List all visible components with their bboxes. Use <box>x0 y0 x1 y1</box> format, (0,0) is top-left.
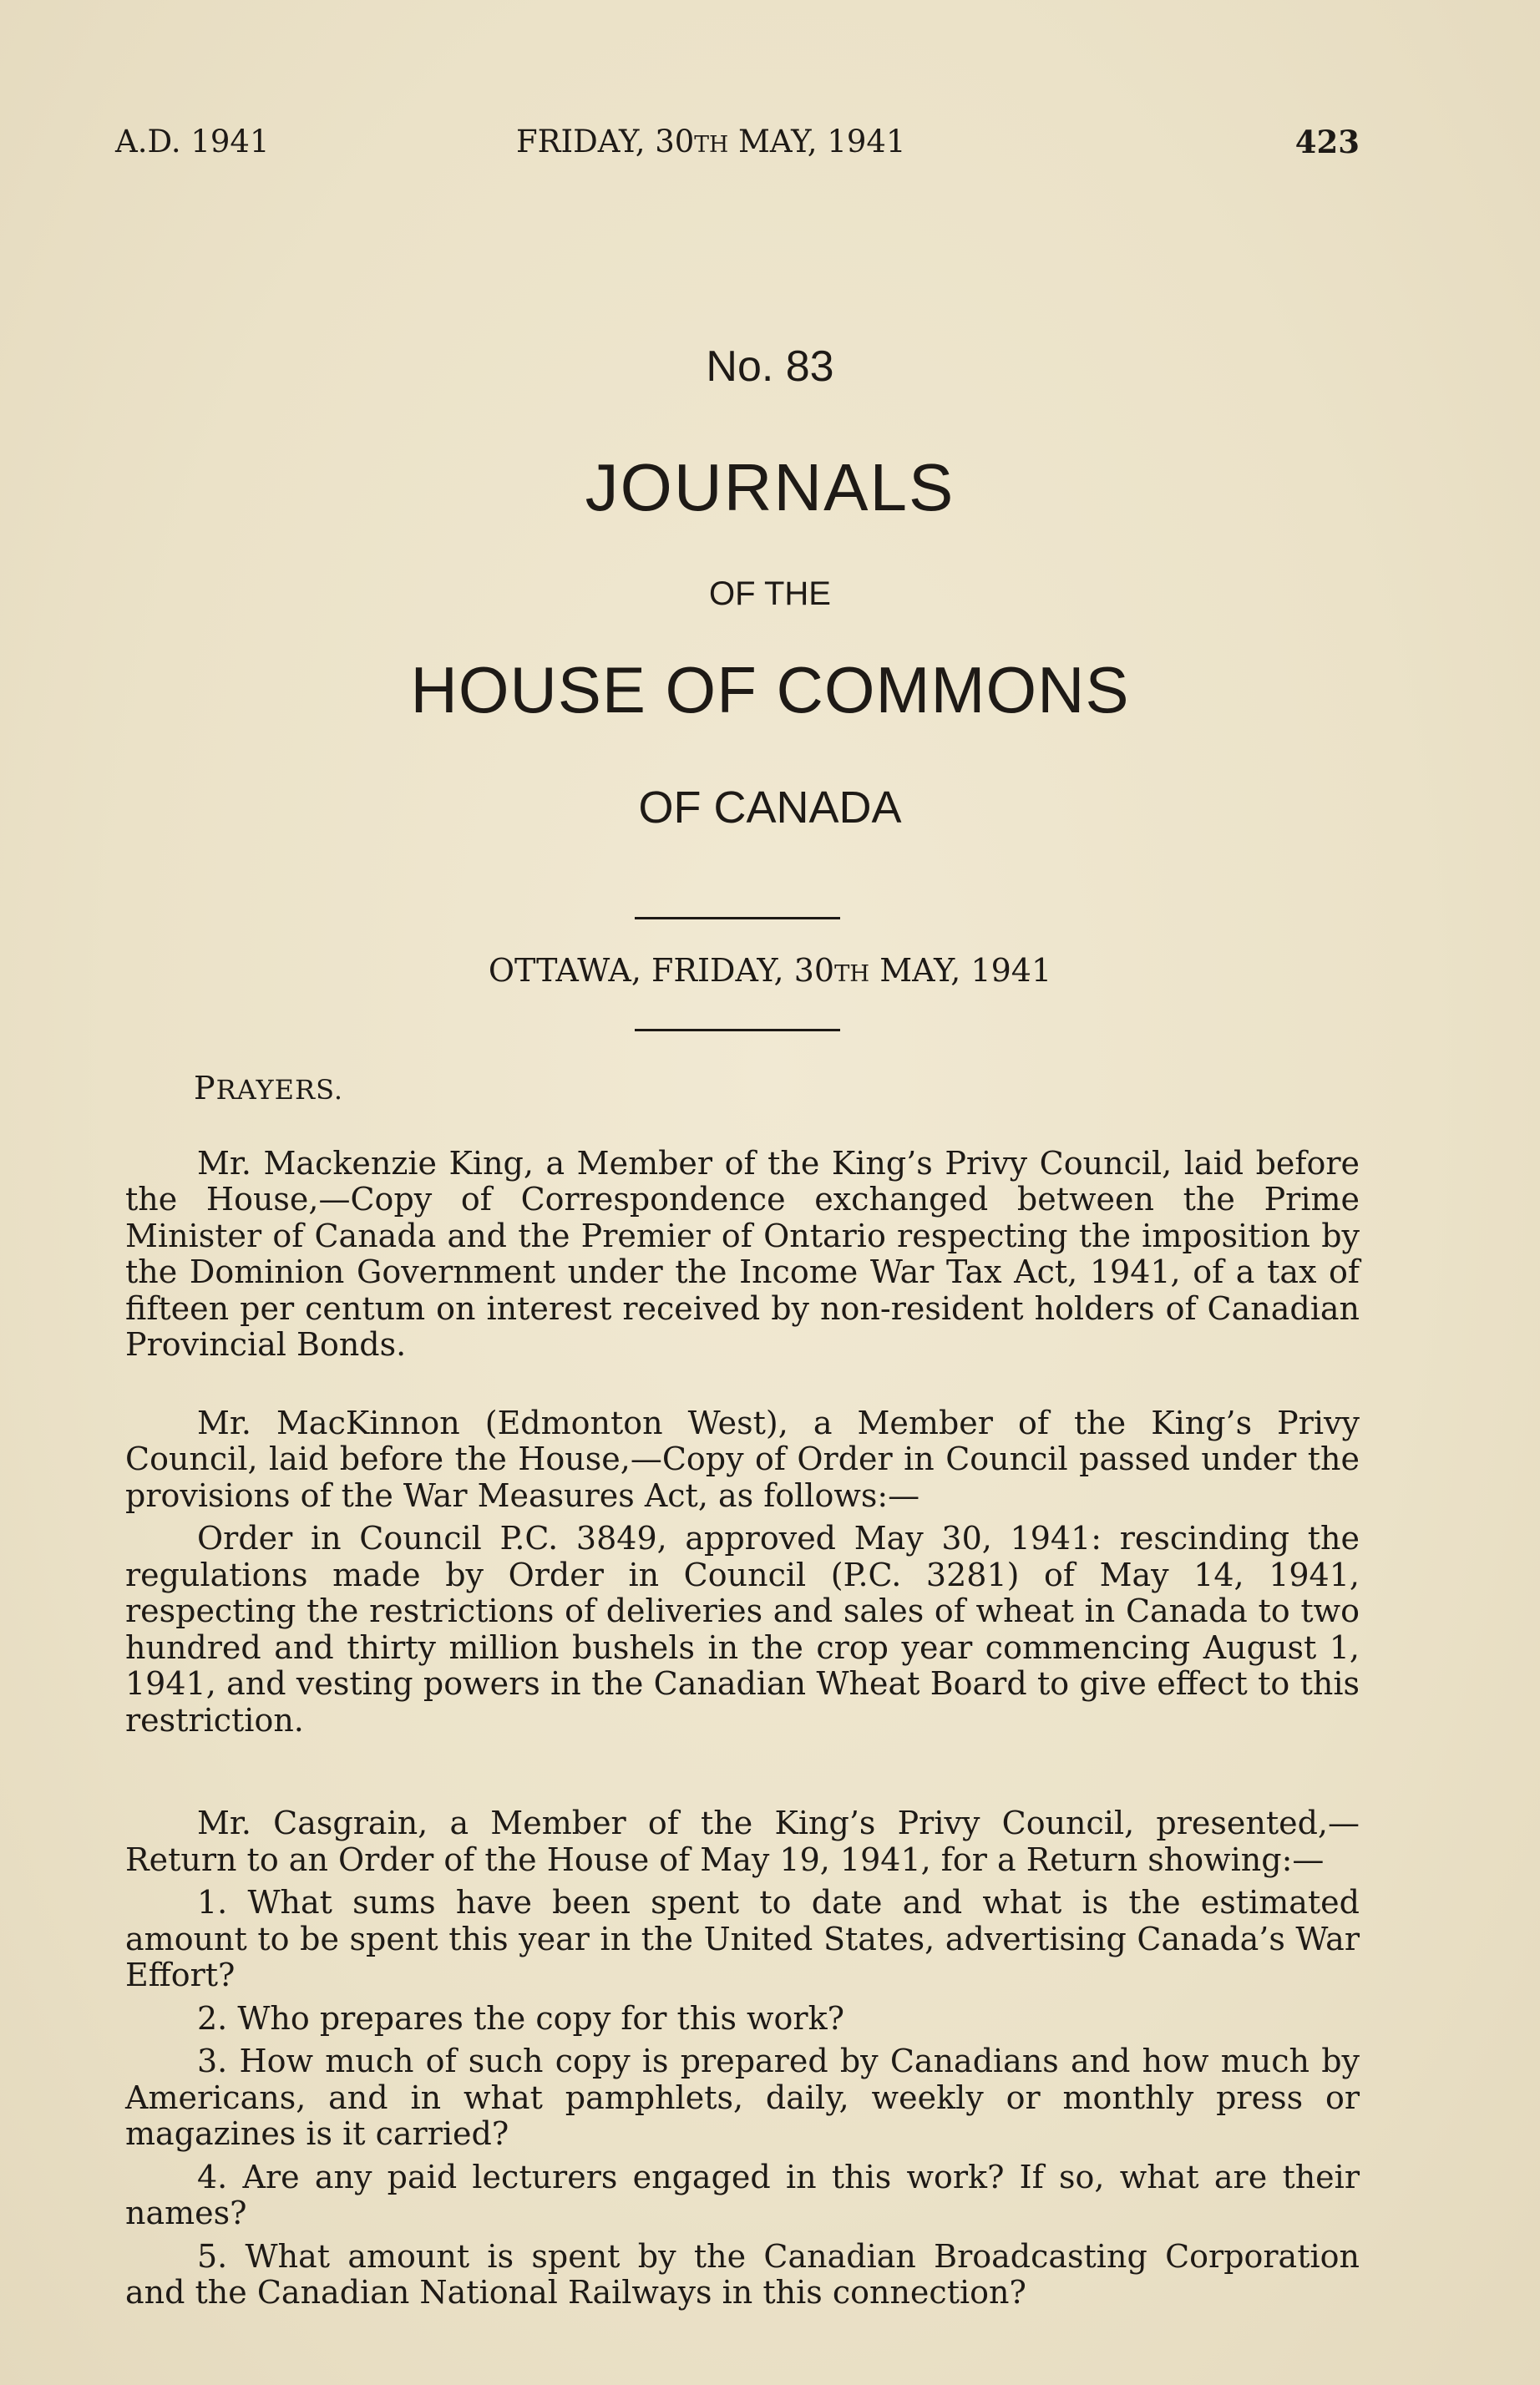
question-1: 1. What sums have been spent to date and what is the estimated amount to be spent this year in the United States, advertising Canada’s War Effort? <box>125 1884 1360 1993</box>
question-3: 3. How much of such copy is prepared by Canadians and how much by Americans, and in what pamphlets, daily, weekly or monthly press or magazines is it carried? <box>125 2043 1360 2152</box>
question-2: 2. Who prepares the copy for this work? <box>197 1999 844 2037</box>
house-of-commons-title: HOUSE OF COMMONS <box>410 653 1130 727</box>
paragraph-order-in-council: Order in Council P.C. 3849, approved May 30, 1941: rescinding the regulations made by Order in Council (P.C. 3281) of May 14, 1941, respecting the restrictions of deliveries and sales of wheat in Canada to two hundred and thirty million bushels in the crop year commencing August 1, 1941, and vesting powers in the Canadian Wheat Board to give effect to this restriction. <box>125 1520 1360 1739</box>
running-head-year: A.D. 1941 <box>115 124 270 160</box>
issue-number: No. 83 <box>706 342 834 391</box>
question-4: 4. Are any paid lecturers engaged in this work? If so, what are their names? <box>125 2158 1360 2231</box>
dateline: OTTAWA, FRIDAY, 30TH MAY, 1941 <box>488 952 1052 989</box>
paragraph-mackenzie-king: Mr. Mackenzie King, a Member of the King’s Privy Council, laid before the House,—Copy of Correspondence exchanged between the Prime Minister of Canada and the Premier of Ontario respecting the imposition by the Dominion Government under the Income War Tax Act, 1941, of a tax of fifteen per centum on interest received by non-resident holders of Canadian Provincial Bonds. <box>125 1144 1360 1363</box>
of-the-label: OF THE <box>709 575 831 612</box>
paragraph-mackinnon: Mr. MacKinnon (Edmonton West), a Member of the King’s Privy Council, laid before the House,—Copy of Order in Council passed under the provisions of the War Measures Act, as follows:— <box>125 1404 1360 1514</box>
journal-body <box>125 1071 1360 2312</box>
top-rule <box>635 917 840 919</box>
journals-title: JOURNALS <box>585 450 955 524</box>
paragraph-casgrain: Mr. Casgrain, a Member of the King’s Privy Council, presented,—Return to an Order of the House of May 19, 1941, for a Return showing:— <box>125 1805 1360 1878</box>
prayers-heading: PRAYERS. <box>194 1070 344 1106</box>
of-canada-label: OF CANADA <box>638 782 902 833</box>
page-number: 423 <box>1294 124 1360 160</box>
question-5: 5. What amount is spent by the Canadian Broadcasting Corporation and the Canadian National Railways in this connection? <box>125 2237 1360 2311</box>
running-head <box>115 119 1360 165</box>
bottom-rule <box>635 1029 840 1031</box>
running-head-date: FRIDAY, 30TH MAY, 1941 <box>516 124 906 160</box>
